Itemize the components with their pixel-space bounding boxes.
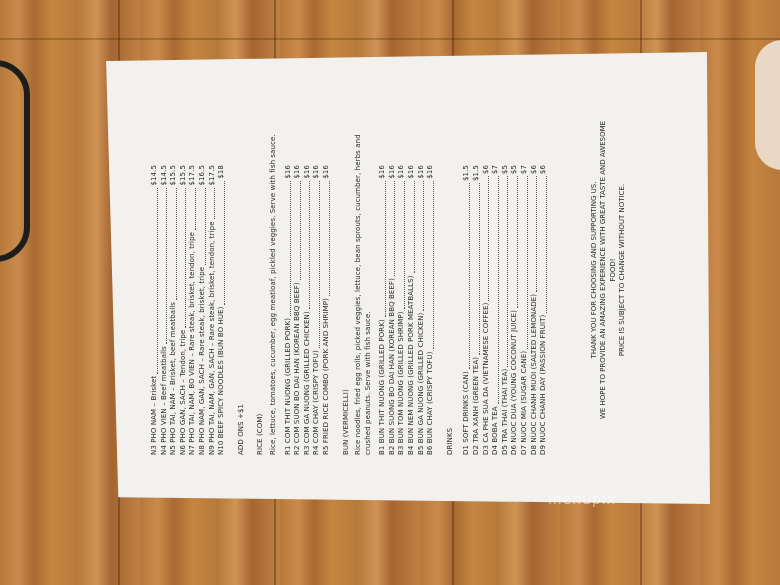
- menu-item: N8 PHO NAM, GAN, SACH – Rare steak, brisket, tripe $16.5: [197, 165, 206, 455]
- section-description: Rice, lettuce, tomatoes, cucumber, egg meatloaf, pickled veggies. Serve with fish sauce.: [268, 134, 277, 455]
- menu-item: N9 PHO TAI, NAM, GAN, SACH – Rare steak, brisket, tendon, tripe $17.5: [207, 165, 216, 455]
- menu-item: B3 BUN TOM NUONG (GRILLED SHRIMP) $16: [397, 165, 406, 455]
- menu-item: N4 PHO VIEN – Beef meatballs $14.5: [159, 165, 168, 455]
- footer-note: [590, 120, 628, 420]
- cup-edge: [755, 40, 780, 170]
- menu-item: N7 PHO TAI, NAM, BO VIEN – Rare steak, brisket, tendon, tripe $17.5: [188, 165, 197, 455]
- menu-item: D6 NUOC DUA (YOUNG COCONUT JUICE) $5: [510, 165, 519, 455]
- rice-section: [256, 25, 331, 455]
- menu-item: D4 BOBA TEA $7: [491, 165, 500, 455]
- menu-item: N3 PHO NAM – Brisket $14.5: [150, 165, 158, 455]
- menu-item: D1 SOFT DRINKS (CAN) $1.5: [462, 165, 471, 455]
- pho-section: [150, 165, 227, 455]
- black-cable: [0, 60, 30, 262]
- menu-item: R3 COM GA NUONG (GRILLED CHICKEN) $16: [302, 165, 311, 455]
- menu-item: D2 TRA XANH (GREEN TEA) $1.5: [472, 165, 481, 455]
- menu-item: B5 BUN GA NUONG (GRILLED CHICKEN) $16: [416, 165, 425, 455]
- drinks-section: [446, 25, 549, 455]
- addons-line: ADD ONS +$1: [236, 403, 245, 455]
- menu-item: N6 PHO GAN, SACH – Tendon, tripe $15.5: [178, 165, 187, 455]
- menu-item: R1 COM THIT NUONG (GRILLED PORK) $16: [283, 165, 292, 455]
- section-heading: BUN (VERMICELLI): [341, 389, 350, 455]
- menu-item: D3 CA PHE SUA DA (VIETNAMESE COFFEE) $6: [481, 165, 490, 455]
- footer-line: THANK YOU FOR CHOOSING AND SUPPORTING US.: [590, 181, 598, 359]
- menu-item: B4 BUN NEM NUONG (GRILLED PORK MEATBALLS) $16: [407, 165, 416, 455]
- watermark: menupix: [548, 492, 617, 508]
- menu-item: D5 TRA THAI (THAI TEA) $5: [500, 165, 509, 455]
- menu-item: B6 BUN CHAY (CRISPY TOFU) $16: [426, 165, 435, 455]
- menu-item: B2 BUN SUONG BO DAI HAN (KOREAN BBQ BEEF) $16: [387, 165, 396, 455]
- menu-item: R4 COM CHAY (CRISPY TOFU) $16: [312, 165, 321, 455]
- menu-item: D8 NUOC CHANH MUOI (SALTED LEMONADE) $6: [529, 165, 538, 455]
- footer-line: PRICE IS SUBJECT TO CHANGE WITHOUT NOTICE.: [618, 183, 627, 357]
- menu-item: N5 PHO TAI, NAM – Brisket, beef meatballs $15.5: [169, 165, 178, 455]
- section-heading: RICE (COM): [256, 413, 265, 455]
- menu-item: D7 NUOC MIA (SUGAR CANE) $7: [520, 165, 528, 455]
- menu-item: R5 FRIED RICE COMBO (PORK AND SHRIMP) $16: [321, 165, 330, 455]
- menu-item: N10 BEEF SPICY NOODLES (BUN BO HUE) $18: [217, 165, 226, 455]
- menu-item: R2 COM SUON BO DAI HAN (KOREAN BBQ BEEF) $16: [293, 165, 302, 455]
- vermicelli-section: [342, 25, 436, 455]
- menu-item: D9 NUOC CHANH DAY (PASSION FRUIT) $6: [539, 165, 548, 455]
- menu-content: [150, 25, 559, 455]
- section-description: Rice noodles, fried egg rolls, picked veggies, lettuce, bean sprouts, cucumber, herbs and crushed peanuts. Serve with fish sauce.: [354, 134, 372, 455]
- footer-line: WE HOPE TO PROVIDE AN AMAZING EXPERIENCE WITH GREAT TASTE AND AWESOME FOOD!: [599, 120, 617, 420]
- section-heading: DRINKS: [445, 427, 454, 455]
- menu-item: B1 BUN THIT NUONG (GRILLED PORK) $16: [378, 165, 387, 455]
